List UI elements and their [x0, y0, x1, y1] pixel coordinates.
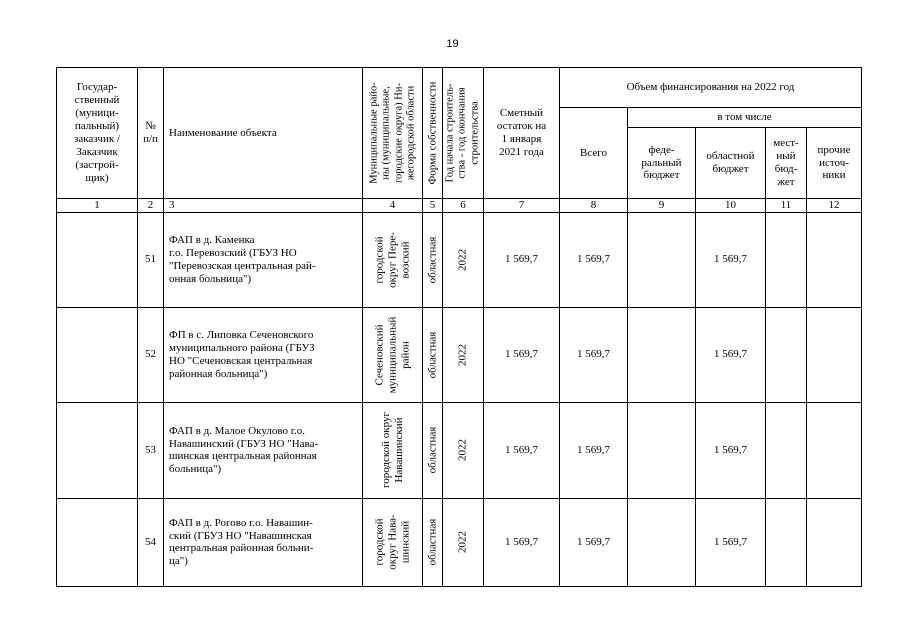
municipal-cell: Сеченовский муниципальный район	[363, 307, 423, 402]
row-number: 53	[138, 402, 164, 498]
total-cell: 1 569,7	[560, 498, 628, 586]
header-object-name: Наименование объекта	[164, 68, 363, 199]
ownership-cell: областная	[423, 498, 443, 586]
header-federal: феде- ральный бюджет	[628, 128, 696, 199]
local-cell	[766, 307, 807, 402]
total-cell: 1 569,7	[560, 402, 628, 498]
column-number: 11	[766, 199, 807, 213]
estimate-cell: 1 569,7	[484, 212, 560, 307]
header-including: в том числе	[628, 108, 862, 128]
year-cell: 2022	[443, 402, 484, 498]
header-regional: областной бюджет	[696, 128, 766, 199]
customer-cell	[57, 402, 138, 498]
total-cell: 1 569,7	[560, 307, 628, 402]
municipal-cell: городской округ Навашинский	[363, 402, 423, 498]
column-number-row	[57, 199, 862, 213]
column-number: 1	[57, 199, 138, 213]
regional-cell: 1 569,7	[696, 402, 766, 498]
other-cell	[807, 212, 862, 307]
row-number: 51	[138, 212, 164, 307]
year-cell: 2022	[443, 212, 484, 307]
year-cell: 2022	[443, 307, 484, 402]
table-row	[57, 498, 862, 586]
header-funding: Объем финансирования на 2022 год	[560, 68, 862, 108]
federal-cell	[628, 212, 696, 307]
federal-cell	[628, 498, 696, 586]
regional-cell: 1 569,7	[696, 498, 766, 586]
object-name: ФАП в д. Каменка г.о. Перевозский (ГБУЗ НО "Перевозская центральная рай- онная больница")	[164, 212, 363, 307]
header-num: № п/п	[138, 68, 164, 199]
object-name: ФАП в д. Малое Окулово г.о. Навашинский (ГБУЗ НО "Нава- шинская центральная районная больница")	[164, 402, 363, 498]
other-cell	[807, 307, 862, 402]
ownership-cell: областная	[423, 402, 443, 498]
row-number: 52	[138, 307, 164, 402]
local-cell	[766, 498, 807, 586]
header-ownership: Форма собственности	[423, 68, 443, 199]
page-number: 19	[446, 38, 459, 50]
object-name: ФАП в д. Рогово г.о. Навашин- ский (ГБУЗ НО "Навашинская центральная районная больни- ца")	[164, 498, 363, 586]
municipal-cell: городской округ Пере- возский	[363, 212, 423, 307]
estimate-cell: 1 569,7	[484, 307, 560, 402]
header-year: Год начала строитель- ства - год окончания строительства	[443, 68, 484, 199]
customer-cell	[57, 212, 138, 307]
table-row	[57, 212, 862, 307]
estimate-cell: 1 569,7	[484, 402, 560, 498]
federal-cell	[628, 402, 696, 498]
header-customer: Государ- ственный (муници- пальный) заказчик / Заказчик (застрой- щик)	[57, 68, 138, 199]
local-cell	[766, 402, 807, 498]
customer-cell	[57, 307, 138, 402]
other-cell	[807, 498, 862, 586]
column-number: 5	[423, 199, 443, 213]
estimate-cell: 1 569,7	[484, 498, 560, 586]
header-local: мест- ный бюд- жет	[766, 128, 807, 199]
federal-cell	[628, 307, 696, 402]
municipal-cell: городской округ Нава- шинский	[363, 498, 423, 586]
column-number: 6	[443, 199, 484, 213]
other-cell	[807, 402, 862, 498]
financing-table	[56, 67, 862, 587]
ownership-cell: областная	[423, 307, 443, 402]
header-other: прочие источ- ники	[807, 128, 862, 199]
column-number: 7	[484, 199, 560, 213]
header-row-1	[57, 68, 862, 108]
year-cell: 2022	[443, 498, 484, 586]
customer-cell	[57, 498, 138, 586]
column-number: 9	[628, 199, 696, 213]
object-name: ФП в с. Липовка Сеченовского муниципального района (ГБУЗ НО "Сеченовская центральная районная больница")	[164, 307, 363, 402]
header-municipal: Муниципальные райо- ны (муниципальные, городские округа) Ни- жегородской области	[363, 68, 423, 199]
header-total: Всего	[560, 108, 628, 199]
regional-cell: 1 569,7	[696, 212, 766, 307]
column-number: 10	[696, 199, 766, 213]
regional-cell: 1 569,7	[696, 307, 766, 402]
column-number: 2	[138, 199, 164, 213]
column-number: 8	[560, 199, 628, 213]
table-row	[57, 307, 862, 402]
total-cell: 1 569,7	[560, 212, 628, 307]
header-estimate: Сметный остаток на 1 января 2021 года	[484, 68, 560, 199]
ownership-cell: областная	[423, 212, 443, 307]
column-number: 12	[807, 199, 862, 213]
table-row	[57, 402, 862, 498]
local-cell	[766, 212, 807, 307]
column-number: 4	[363, 199, 423, 213]
row-number: 54	[138, 498, 164, 586]
column-number: 3	[164, 199, 363, 213]
